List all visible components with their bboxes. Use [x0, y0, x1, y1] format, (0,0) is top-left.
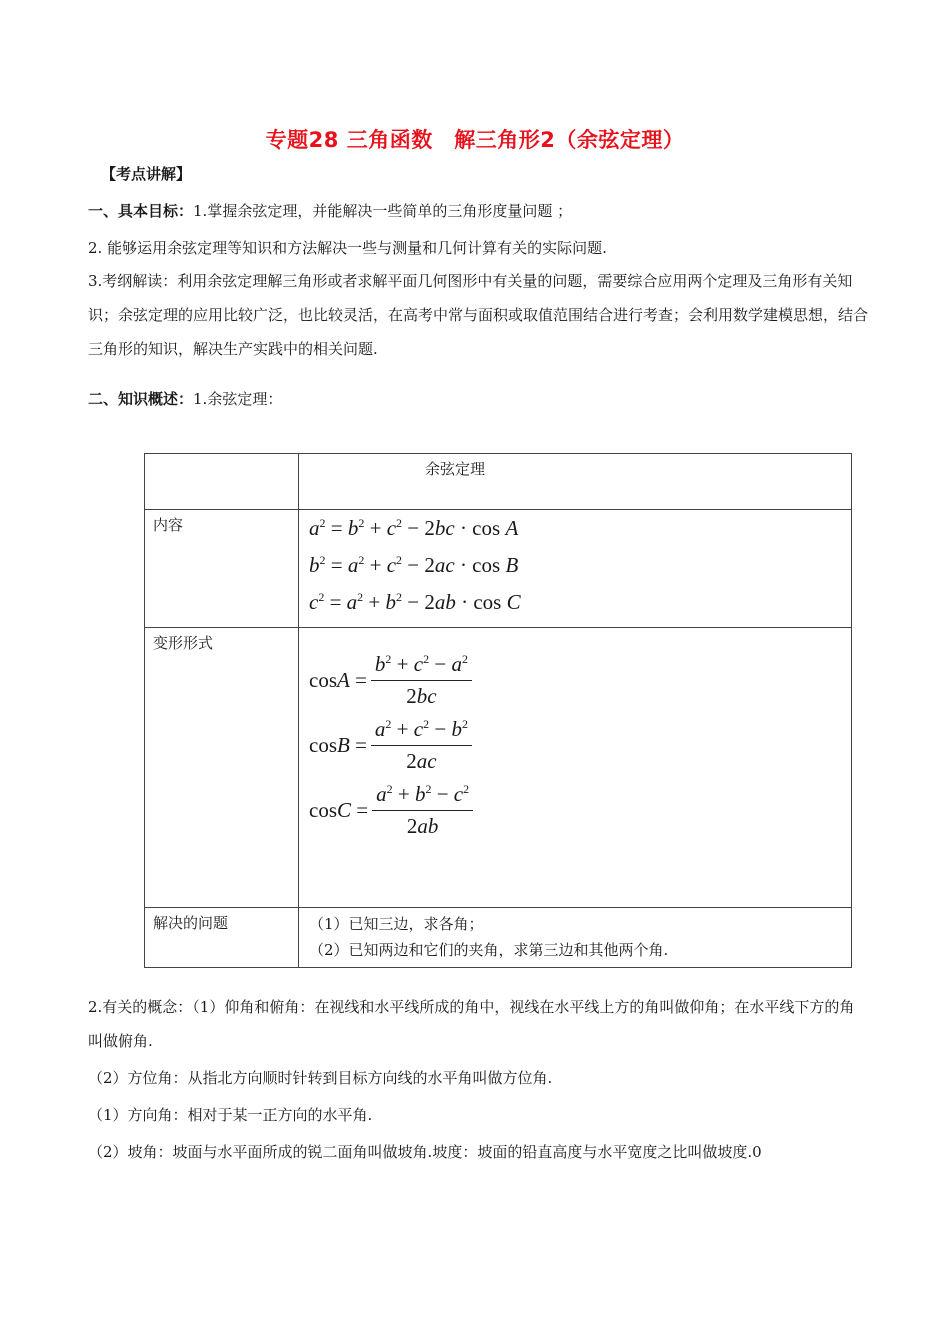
cosine-fraction-formulas	[299, 628, 851, 843]
concept-paragraph-3: （1）方向角：相对于某一正方向的水平角.	[88, 1106, 373, 1124]
goal-3-text: 3.考纲解读：利用余弦定理解三角形或者求解平面几何图形中有关量的问题，需要综合应用两个定理及三角形有关知识；余弦定理的应用比较广泛，也比较灵活，在高考中常与面积或取值范围结合进行考查；会利用数学建模思想，结合三角形的知识，解决生产实践中的相关问题.	[88, 272, 869, 358]
solve-item-2: （2）已知两边和它们的夹角，求第三边和其他两个角.	[309, 941, 669, 959]
content-label-cell	[145, 510, 299, 628]
solve-label-cell	[145, 908, 299, 968]
variant-label-cell	[145, 628, 299, 908]
law-of-cosines-table	[144, 453, 852, 968]
goal-2-text: 2. 能够运用余弦定理等知识和方法解决一些与测量和几何计算有关的实际问题.	[88, 239, 607, 257]
table-header: 余弦定理	[425, 460, 486, 478]
concept-paragraph-2: （2）方位角：从指北方向顺时针转到目标方向线的水平角叫做方位角.	[88, 1069, 553, 1087]
formula-a-squared: $a^2 = b^2 + c^2 - 2bc \cdot \cos A$	[309, 516, 519, 540]
formula-cos-c: cos C = $\frac{a^2 + b^2 - c^2}{2ab}$	[299, 778, 851, 843]
table-corner-cell	[145, 454, 299, 510]
formula-cos-a: cos A = $\frac{b^2 + c^2 - a^2}{2bc}$	[299, 648, 851, 713]
solve-content-cell	[299, 908, 852, 968]
table-header-cell	[299, 454, 852, 510]
formula-c-squared: $c^2 = a^2 + b^2 - 2ab \cdot \cos C$	[309, 590, 521, 614]
solve-item-1: （1）已知三边，求各角；	[309, 915, 484, 933]
section-2-line	[88, 388, 282, 409]
cosine-law-formulas	[299, 510, 851, 621]
solve-list	[299, 908, 851, 966]
content-formulas-cell	[299, 510, 852, 628]
formula-b-squared: $b^2 = a^2 + c^2 - 2ac \cdot \cos B$	[309, 553, 519, 577]
row-label-variant: 变形形式	[153, 634, 214, 652]
variant-formulas-cell	[299, 628, 852, 908]
section-label: 【考点讲解】	[101, 165, 192, 183]
item-1-text: 1.余弦定理：	[193, 390, 283, 408]
section-heading-2: 二、知识概述：	[88, 390, 194, 408]
formula-cos-b: cos B = $\frac{a^2 + c^2 - b^2}{2ac}$	[299, 713, 851, 778]
concept-paragraph-4: （2）坡角：坡面与水平面所成的锐二面角叫做坡角.坡度：坡面的铅直高度与水平宽度之比叫做坡度.0	[88, 1143, 762, 1161]
goal-1-text: 1.掌握余弦定理，并能解决一些简单的三角形度量问题 ；	[193, 202, 573, 220]
page-title: 专题28 三角函数 解三角形2（余弦定理）	[265, 128, 685, 152]
goal-line-1	[88, 200, 572, 221]
row-label-solve: 解决的问题	[153, 914, 229, 932]
concept-paragraph-1: 2.有关的概念：（1）仰角和俯角：在视线和水平线所成的角中，视线在水平线上方的角叫做仰角；在水平线下方的角叫做俯角.	[88, 998, 855, 1050]
row-label-content: 内容	[153, 516, 184, 534]
section-heading-1: 一、具本目标：	[88, 202, 194, 220]
